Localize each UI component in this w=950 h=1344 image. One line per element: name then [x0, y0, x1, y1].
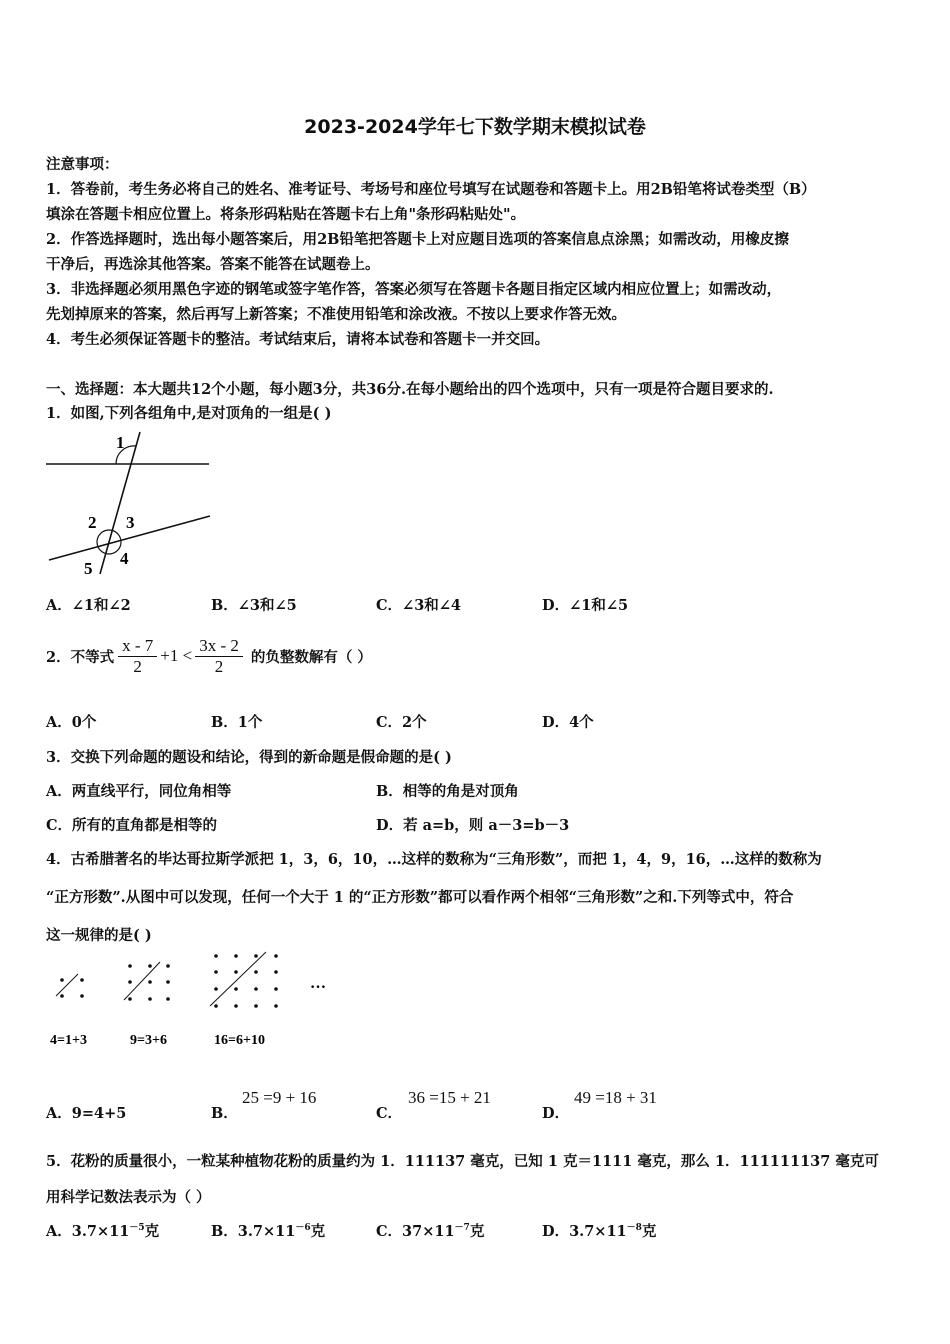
- question-4-line: “正方形数”.从图中可以发现，任何一个大于 1 的“正方形数”都可以看作两个相邻“三角形数”之和.下列等式中，符合: [46, 889, 794, 906]
- section-heading: 一、选择题：本大题共12个小题，每小题3分，共36分.在每小题给出的四个选项中，只有一项是符合题目要求的.: [46, 381, 774, 398]
- q1-label-5: 5: [84, 559, 93, 578]
- q2-frac1-numerator: x - 7: [118, 636, 157, 657]
- q4-option-label: A．: [46, 1105, 72, 1122]
- q5-option-exponent: －6: [295, 1223, 311, 1234]
- q2-frac1-denominator: 2: [133, 656, 142, 676]
- q1-option-c[interactable]: C．∠3和∠4: [376, 597, 462, 614]
- question-3-stem: 3．交换下列命题的题设和结论，得到的新命题是假命题的是( ): [46, 749, 452, 766]
- q1-label-2: 2: [88, 513, 97, 532]
- q4-caption: 16=6+10: [214, 1033, 265, 1048]
- question-4-line: 这一规律的是( ): [46, 927, 152, 944]
- q3-option-a[interactable]: A．两直线平行，同位角相等: [46, 783, 232, 800]
- q5-option-unit: 克: [310, 1223, 326, 1240]
- notice-line: 4．考生必须保证答题卡的整洁。考试结束后，请将本试卷和答题卡一并交回。: [46, 331, 550, 348]
- page-title: 2023-2024学年七下数学期末模拟试卷: [304, 116, 646, 138]
- q3-option-d[interactable]: D．若 a=b，则 a－3=b－3: [376, 817, 570, 834]
- q5-option-label: C．37×11: [376, 1223, 455, 1240]
- q1-label-4: 4: [120, 549, 129, 568]
- q4-option-label: D．: [542, 1105, 570, 1122]
- q4-option-b-value: 25 =9 + 16: [242, 1088, 317, 1107]
- q2-suffix: 的负整数解有（ ）: [250, 648, 372, 666]
- notice-line: 2．作答选择题时，选出每小题答案后，用2B铅笔把答题卡上对应题目选项的答案信息点涂黑；如需改动，用橡皮擦: [46, 231, 789, 248]
- q4-divider-line: [56, 974, 78, 996]
- q2-option-a[interactable]: A．0个: [46, 714, 97, 731]
- q5-option-exponent: －8: [626, 1223, 642, 1234]
- q1-option-a[interactable]: A．∠1和∠2: [46, 597, 131, 614]
- question-5-line: 用科学记数法表示为（ ）: [46, 1189, 211, 1206]
- q5-option-label: D．3.7×11: [542, 1223, 627, 1240]
- q2-middle: +1 <: [160, 646, 193, 665]
- notice-line: 先划掉原来的答案，然后再写上新答案；不准使用铅笔和涂改液。不按以上要求作答无效。: [46, 306, 626, 323]
- q2-frac2-numerator: 3x - 2: [195, 636, 243, 657]
- q4-option-c-value: 36 =15 + 21: [408, 1088, 491, 1107]
- q5-option-d[interactable]: [542, 1220, 656, 1241]
- notice-line: 填涂在答题卡相应位置上。将条形码粘贴在答题卡右上角"条形码粘贴处"。: [46, 206, 526, 223]
- q4-option-c[interactable]: [376, 1102, 402, 1123]
- q5-option-label: A．3.7×11: [46, 1223, 130, 1240]
- q2-frac2-denominator: 2: [214, 656, 224, 676]
- q2-prefix: 2．不等式: [46, 648, 115, 666]
- q2-fraction-left: [118, 636, 157, 677]
- q2-fraction-right: [195, 636, 243, 677]
- q4-dot-figure: [44, 948, 344, 1058]
- q5-option-c[interactable]: [376, 1220, 484, 1241]
- notice-heading: 注意事项：: [46, 156, 119, 173]
- q5-option-label: B．3.7×11: [211, 1223, 296, 1240]
- q4-dots-4x4: [214, 954, 278, 1008]
- q5-option-a[interactable]: [46, 1220, 159, 1241]
- q4-option-label: C．: [376, 1105, 403, 1122]
- q4-option-label: B．: [211, 1105, 238, 1122]
- q3-option-b[interactable]: B．相等的角是对顶角: [376, 783, 519, 800]
- q1-option-d[interactable]: D．∠1和∠5: [542, 597, 629, 614]
- q3-option-c[interactable]: C．所有的直角都是相等的: [46, 817, 218, 834]
- q2-option-c[interactable]: C．2个: [376, 714, 427, 731]
- q4-caption: 4=1+3: [50, 1033, 87, 1048]
- q4-option-b[interactable]: [211, 1102, 238, 1123]
- q1-label-1: 1: [116, 433, 125, 452]
- notice-line: 干净后，再选涂其他答案。答案不能答在试题卷上。: [46, 256, 380, 273]
- q5-option-unit: 克: [641, 1223, 657, 1240]
- q4-dots-3x3: [128, 964, 170, 1001]
- q2-option-d[interactable]: D．4个: [542, 714, 594, 731]
- q4-divider-line: [210, 952, 266, 1006]
- question-2-stem: [46, 626, 372, 686]
- q5-option-unit: 克: [469, 1223, 485, 1240]
- q5-option-exponent: －7: [454, 1223, 470, 1234]
- notice-line: 3．非选择题必须用黑色字迹的钢笔或签字笔作答，答案必须写在答题卡各题目指定区域内相应位置上；如需改动，: [46, 281, 782, 298]
- q1-option-b[interactable]: B．∠3和∠5: [211, 597, 297, 614]
- q1-angle-figure: [44, 428, 214, 578]
- q4-option-d[interactable]: [542, 1102, 569, 1123]
- q1-label-3: 3: [126, 513, 135, 532]
- question-1-stem: 1．如图,下列各组角中,是对顶角的一组是( ): [46, 405, 332, 422]
- question-4-line: 4．古希腊著名的毕达哥拉斯学派把 1，3，6，10，…这样的数称为“三角形数”，而把 1，4，9，16，…这样的数称为: [46, 851, 822, 868]
- question-5-line: 5．花粉的质量很小，一粒某种植物花粉的质量约为 1．111137 毫克，已知 1 克＝1111 毫克，那么 1．111111137 毫克可: [46, 1153, 879, 1170]
- q4-ellipsis: …: [310, 975, 326, 992]
- notice-line: 1．答卷前，考生务必将自己的姓名、准考证号、考场号和座位号填写在试题卷和答题卡上。用2B铅笔将试卷类型（B）: [46, 181, 816, 198]
- q5-option-exponent: －5: [129, 1223, 145, 1234]
- q4-caption: 9=3+6: [130, 1033, 167, 1048]
- q2-option-b[interactable]: B．1个: [211, 714, 263, 731]
- q4-option-a[interactable]: [46, 1102, 126, 1123]
- q4-option-d-value: 49 =18 + 31: [574, 1088, 657, 1107]
- q4-option-value: 9=4+5: [71, 1105, 127, 1122]
- q5-option-unit: 克: [144, 1223, 160, 1240]
- q5-option-b[interactable]: [211, 1220, 325, 1241]
